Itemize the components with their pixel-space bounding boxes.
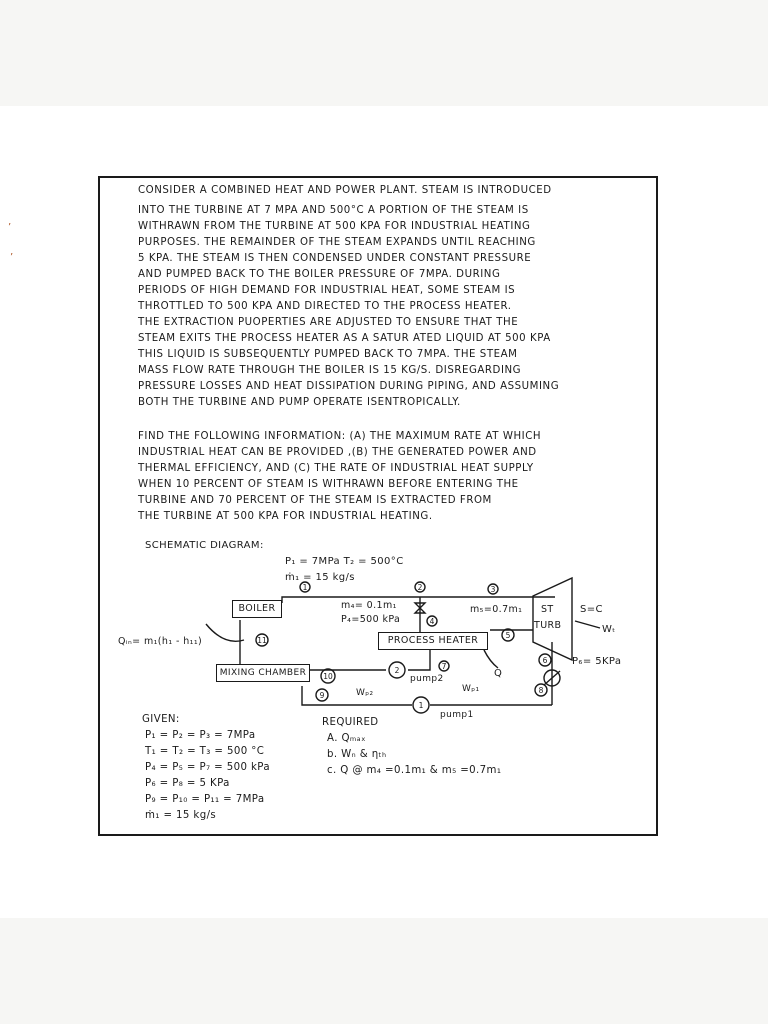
pump2-label: pump2	[410, 674, 444, 684]
margin-mark: ’	[8, 222, 12, 233]
m5-label: m₅=0.7m₁	[470, 604, 523, 615]
wp1-label: Wₚ₁	[462, 684, 480, 694]
find-line: TURBINE AND 70 PERCENT OF THE STEAM IS EXTRACTED FROM	[138, 495, 492, 506]
problem-line: PURPOSES. THE REMAINDER OF THE STEAM EXPANDS UNTIL REACHING	[138, 237, 536, 248]
find-line: THE TURBINE AT 500 KPA FOR INDUSTRIAL HEATING.	[138, 511, 433, 522]
svg-text:10: 10	[323, 672, 333, 681]
problem-line: INTO THE TURBINE AT 7 MPA AND 500°C A PORTION OF THE STEAM IS	[138, 205, 529, 216]
svg-text:7: 7	[441, 662, 447, 671]
m4-label: m₄= 0.1m₁	[341, 600, 397, 611]
wt-arrow	[575, 621, 600, 628]
given-item: P₄ = P₅ = P₇ = 500 kPa	[145, 762, 271, 773]
svg-text:2: 2	[394, 666, 400, 675]
problem-line: AND PUMPED BACK TO THE BOILER PRESSURE OF 7MPA. DURING	[138, 269, 501, 280]
svg-text:1: 1	[302, 583, 308, 592]
label-p1-t2: P₁ = 7MPa T₂ = 500°C	[285, 556, 404, 567]
problem-line: WITHRAWN FROM THE TURBINE AT 500 KPA FOR INDUSTRIAL HEATING	[138, 221, 531, 232]
svg-text:4: 4	[429, 617, 435, 626]
find-line: FIND THE FOLLOWING INFORMATION: (A) THE MAXIMUM RATE AT WHICH	[138, 431, 542, 442]
mixing-chamber-box: MIXING CHAMBER	[216, 664, 310, 682]
given-title: GIVEN:	[142, 714, 180, 725]
given-item: ṁ₁ = 15 kg/s	[145, 810, 217, 821]
turbine-label-1: ST	[541, 604, 554, 615]
p4-label: P₄=500 kPa	[341, 614, 401, 625]
given-item: P₉ = P₁₀ = P₁₁ = 7MPa	[145, 794, 265, 805]
isentropic-label: S=C	[580, 604, 603, 615]
required-item: c. Q @ m₄ =0.1m₁ & m₅ =0.7m₁	[327, 765, 502, 776]
p6-label: P₆= 5KPa	[572, 656, 622, 667]
heat-input-label: Qᵢₙ= m₁(h₁ - h₁₁)	[118, 636, 203, 647]
find-line: THERMAL EFFICIENCY, AND (C) THE RATE OF INDUSTRIAL HEAT SUPPLY	[138, 463, 534, 474]
qin-arrow	[206, 624, 244, 641]
q-arrow	[484, 650, 498, 668]
margin-mark: ’	[10, 252, 14, 263]
label-m1: ṁ₁ = 15 kg/s	[285, 572, 355, 583]
schematic-title: SCHEMATIC DIAGRAM:	[145, 540, 264, 551]
boiler-box: BOILER	[232, 600, 282, 618]
given-item: P₆ = P₈ = 5 KPa	[145, 778, 230, 789]
turbine-work-label: Wₜ	[602, 624, 616, 635]
required-item: A. Qₘₐₓ	[327, 733, 366, 744]
problem-line: 5 KPA. THE STEAM IS THEN CONDENSED UNDER CONSTANT PRESSURE	[138, 253, 532, 264]
problem-line: STEAM EXITS THE PROCESS HEATER AS A SATUR ATED LIQUID AT 500 KPA	[138, 333, 551, 344]
svg-text:8: 8	[538, 686, 544, 695]
problem-line: THIS LIQUID IS SUBSEQUENTLY PUMPED BACK TO 7MPA. THE STEAM	[138, 349, 518, 360]
find-line: WHEN 10 PERCENT OF STEAM IS WITHRAWN BEFORE ENTERING THE	[138, 479, 519, 490]
required-item: b. Wₙ & ηₜₕ	[327, 749, 387, 760]
problem-line: THE EXTRACTION PUOPERTIES ARE ADJUSTED TO ENSURE THAT THE	[138, 317, 519, 328]
svg-text:3: 3	[490, 585, 496, 594]
svg-text:9: 9	[319, 691, 325, 700]
svg-text:11: 11	[257, 636, 267, 645]
process-heat-label: Q	[494, 668, 503, 679]
svg-text:1: 1	[418, 701, 424, 710]
problem-line: MASS FLOW RATE THROUGH THE BOILER IS 15 KG/S. DISREGARDING	[138, 365, 522, 376]
heater-outlet-line	[408, 650, 430, 670]
problem-line: BOTH THE TURBINE AND PUMP OPERATE ISENTROPICALLY.	[138, 397, 461, 408]
pump1-label: pump1	[440, 710, 474, 720]
required-title: REQUIRED	[322, 717, 379, 728]
problem-line: PERIODS OF HIGH DEMAND FOR INDUSTRIAL HEAT, SOME STEAM IS	[138, 285, 516, 296]
problem-line: THROTTLED TO 500 KPA AND DIRECTED TO THE PROCESS HEATER.	[138, 301, 512, 312]
given-item: P₁ = P₂ = P₃ = 7MPa	[145, 730, 256, 741]
svg-text:6: 6	[542, 656, 548, 665]
given-item: T₁ = T₂ = T₃ = 500 °C	[145, 746, 265, 757]
problem-line: CONSIDER A COMBINED HEAT AND POWER PLANT. STEAM IS INTRODUCED	[138, 185, 552, 196]
wp2-label: Wₚ₂	[356, 688, 374, 698]
process-heater-box: PROCESS HEATER	[378, 632, 488, 650]
find-line: INDUSTRIAL HEAT CAN BE PROVIDED ,(B) THE GENERATED POWER AND	[138, 447, 537, 458]
turbine-label-2: TURB	[534, 620, 562, 631]
svg-text:2: 2	[417, 583, 423, 592]
problem-line: PRESSURE LOSSES AND HEAT DISSIPATION DURING PIPING, AND ASSUMING	[138, 381, 560, 392]
steam-main-line	[282, 597, 555, 603]
svg-text:5: 5	[505, 631, 511, 640]
